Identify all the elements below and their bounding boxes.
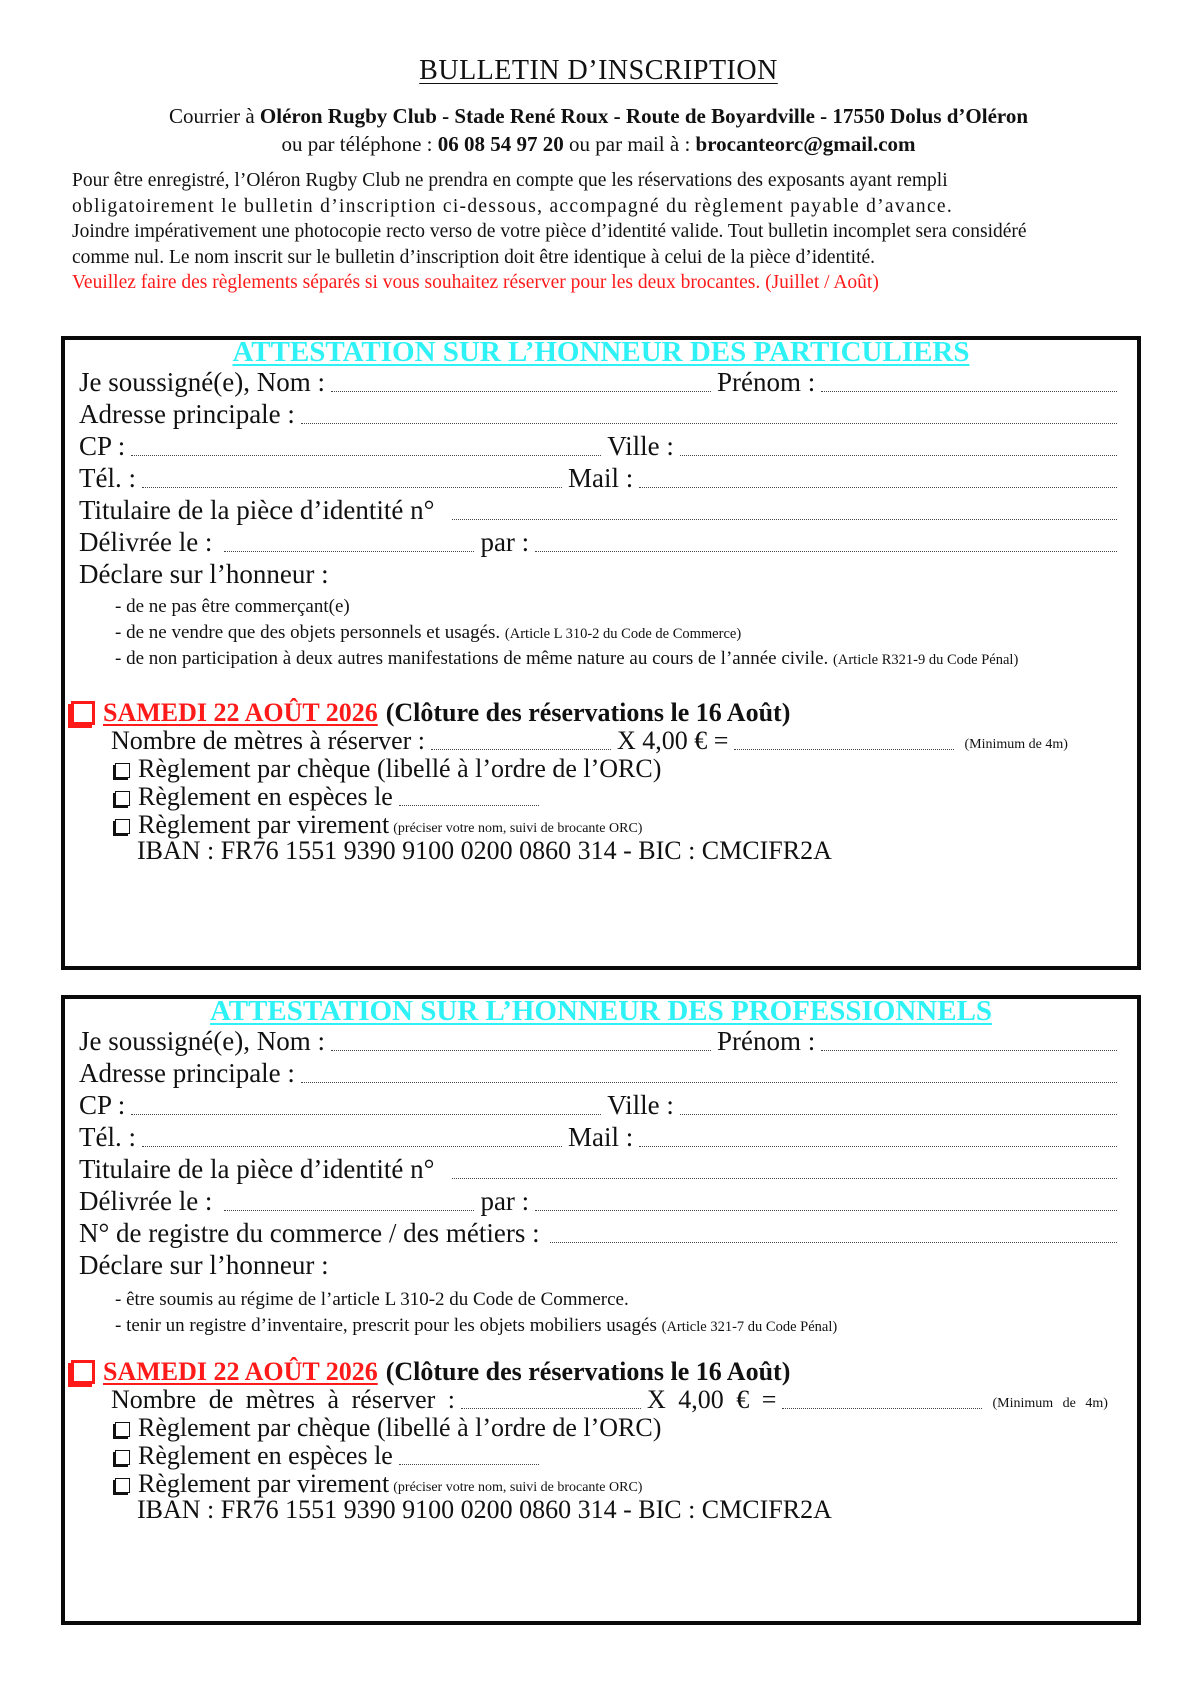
phone-number: 06 08 54 97 20 xyxy=(437,132,564,156)
par-label: par : xyxy=(480,527,530,557)
professionnels-form xyxy=(61,995,1141,1625)
minimum-note: (Minimum de 4m) xyxy=(992,1396,1108,1411)
virement-checkbox[interactable] xyxy=(115,819,130,834)
declaration-note: (Article 321-7 du Code Pénal) xyxy=(661,1319,838,1335)
tel-label: Tél. : xyxy=(79,463,136,493)
virement-label: Règlement par virement xyxy=(138,1469,390,1498)
minimum-note: (Minimum de 4m) xyxy=(964,737,1068,752)
document-title-text: BULLETIN D’INSCRIPTION xyxy=(419,55,778,86)
declare-row xyxy=(79,556,1123,590)
adresse-label: Adresse principale : xyxy=(79,399,295,429)
event-option xyxy=(67,698,790,728)
adresse-row xyxy=(79,1055,1123,1089)
cheque-checkbox[interactable] xyxy=(115,1422,130,1437)
tel-mail-row xyxy=(79,1119,1123,1153)
piece-identite-row xyxy=(79,492,1123,526)
ville-label: Ville : xyxy=(607,1090,674,1120)
event-checkbox[interactable] xyxy=(71,701,95,725)
price-label: X 4,00 € = xyxy=(617,726,729,755)
email-address[interactable]: brocanteorc@gmail.com xyxy=(695,132,916,156)
adresse-field[interactable] xyxy=(301,423,1117,424)
declare-label: Déclare sur l’honneur : xyxy=(79,559,329,589)
declare-row xyxy=(79,1247,1123,1281)
payment-cheque xyxy=(111,754,661,784)
virement-note: (préciser votre nom, suivi de brocante ORC) xyxy=(393,1480,643,1495)
delivree-row xyxy=(79,1183,1123,1217)
especes-label: Règlement en espèces le xyxy=(138,1441,393,1470)
virement-checkbox[interactable] xyxy=(115,1478,130,1493)
declaration-text: - de non participation à deux autres manifestations de même nature au cours de l’année civile. xyxy=(115,648,834,669)
nom-field[interactable] xyxy=(331,1050,711,1051)
mail-prefix: Courrier à xyxy=(168,104,260,128)
especes-date-field[interactable] xyxy=(399,805,539,806)
especes-checkbox[interactable] xyxy=(115,1450,130,1465)
club-address: Oléron Rugby Club - Stade René Roux - Route de Boyardville - 17550 Dolus d’Oléron xyxy=(259,104,1029,128)
par-label: par : xyxy=(480,1186,530,1216)
event-closing: (Clôture des réservations le 16 Août) xyxy=(385,698,791,727)
par-field[interactable] xyxy=(535,551,1117,552)
metres-row xyxy=(111,1385,1133,1415)
adresse-field[interactable] xyxy=(301,1082,1117,1083)
tel-field[interactable] xyxy=(142,487,562,488)
event-closing: (Clôture des réservations le 16 Août) xyxy=(385,1357,791,1386)
postal-address xyxy=(0,104,1197,129)
virement-label: Règlement par virement xyxy=(138,810,390,839)
ville-field[interactable] xyxy=(680,1114,1117,1115)
cp-label: CP : xyxy=(79,1090,126,1120)
declaration-item xyxy=(115,648,1018,670)
metres-field[interactable] xyxy=(461,1408,641,1409)
adresse-label: Adresse principale : xyxy=(79,1058,295,1088)
separate-payment-warning: Veuillez faire des règlements séparés si vous souhaitez réserver pour les deux brocantes. (Juillet / Août) xyxy=(72,272,879,293)
mail-field[interactable] xyxy=(639,1146,1117,1147)
cp-ville-row xyxy=(79,428,1123,462)
ville-label: Ville : xyxy=(607,431,674,461)
email-prefix: ou par mail à : xyxy=(563,132,696,156)
prenom-label: Prénom : xyxy=(716,1026,816,1056)
particuliers-title-text: ATTESTATION SUR L’HONNEUR DES PARTICULIERS xyxy=(232,336,970,368)
prenom-field[interactable] xyxy=(821,391,1117,392)
declaration-item xyxy=(115,1289,629,1311)
piece-identite-label: Titulaire de la pièce d’identité n° xyxy=(79,1154,435,1184)
metres-label: Nombre de mètres à réserver : xyxy=(111,726,426,755)
metres-label: Nombre de mètres à réserver : xyxy=(111,1385,456,1414)
professionnels-title-text: ATTESTATION SUR L’HONNEUR DES PROFESSIONNELS xyxy=(209,995,993,1027)
delivree-row xyxy=(79,524,1123,558)
delivree-field[interactable] xyxy=(224,1210,474,1211)
nom-label: Je soussigné(e), Nom : xyxy=(79,367,325,397)
event-date: SAMEDI 22 AOÛT 2026 xyxy=(103,698,378,727)
declaration-item xyxy=(115,1315,837,1337)
declaration-note: (Article L 310-2 du Code de Commerce) xyxy=(504,626,742,642)
delivree-label: Délivrée le : xyxy=(79,1186,213,1216)
cheque-checkbox[interactable] xyxy=(115,763,130,778)
declaration-text: - être soumis au régime de l’article L 310-2 du Code de Commerce. xyxy=(115,1289,629,1310)
payment-especes xyxy=(111,782,545,812)
declaration-item xyxy=(115,596,350,618)
contact-line xyxy=(0,132,1197,157)
intro-paragraph xyxy=(72,168,1120,296)
event-date: SAMEDI 22 AOÛT 2026 xyxy=(103,1357,378,1386)
registre-field[interactable] xyxy=(550,1242,1117,1243)
par-field[interactable] xyxy=(535,1210,1117,1211)
prenom-label: Prénom : xyxy=(716,367,816,397)
tel-label: Tél. : xyxy=(79,1122,136,1152)
piece-identite-row xyxy=(79,1151,1123,1185)
piece-identite-label: Titulaire de la pièce d’identité n° xyxy=(79,495,435,525)
intro-line-1: Pour être enregistré, l’Oléron Rugby Club ne prendra en compte que les réservations des exposants ayant rempli xyxy=(72,170,948,191)
declaration-note: (Article R321-9 du Code Pénal) xyxy=(833,652,1019,668)
metres-field[interactable] xyxy=(431,749,611,750)
metres-row xyxy=(111,726,1123,756)
cp-ville-row xyxy=(79,1087,1123,1121)
declaration-text: - de ne vendre que des objets personnels et usagés. xyxy=(115,622,505,643)
declaration-item xyxy=(115,622,741,644)
mail-field[interactable] xyxy=(639,487,1117,488)
tel-field[interactable] xyxy=(142,1146,562,1147)
cp-field[interactable] xyxy=(131,1114,601,1115)
total-field[interactable] xyxy=(734,749,954,750)
intro-line-3: Joindre impérativement une photocopie recto verso de votre pièce d’identité valide. Tout bulletin incomplet sera considéré xyxy=(72,221,1027,242)
adresse-row xyxy=(79,396,1123,430)
phone-prefix: ou par téléphone : xyxy=(281,132,438,156)
intro-line-2: obligatoirement le bulletin d’inscription ci-dessous, accompagné du règlement payable d’avance. xyxy=(72,195,954,217)
payment-cheque xyxy=(111,1413,661,1443)
mail-label: Mail : xyxy=(567,463,634,493)
especes-checkbox[interactable] xyxy=(115,791,130,806)
virement-note: (préciser votre nom, suivi de brocante ORC) xyxy=(393,821,643,836)
nom-prenom-row xyxy=(79,1023,1123,1057)
cp-label: CP : xyxy=(79,431,126,461)
delivree-label: Délivrée le : xyxy=(79,527,213,557)
cheque-label: Règlement par chèque (libellé à l’ordre de l’ORC) xyxy=(138,754,662,783)
intro-line-4: comme nul. Le nom inscrit sur le bulletin d’inscription doit être identique à celui de la pièce d’identité. xyxy=(72,246,876,268)
declaration-text: - tenir un registre d’inventaire, prescrit pour les objets mobiliers usagés xyxy=(115,1315,662,1336)
cp-field[interactable] xyxy=(131,455,601,456)
tel-mail-row xyxy=(79,460,1123,494)
especes-date-field[interactable] xyxy=(399,1464,539,1465)
ville-field[interactable] xyxy=(680,455,1117,456)
registre-label: N° de registre du commerce / des métiers : xyxy=(79,1218,540,1248)
registre-row xyxy=(79,1215,1123,1249)
prenom-field[interactable] xyxy=(821,1050,1117,1051)
nom-prenom-row xyxy=(79,364,1123,398)
total-field[interactable] xyxy=(782,1408,982,1409)
nom-label: Je soussigné(e), Nom : xyxy=(79,1026,325,1056)
piece-identite-field[interactable] xyxy=(452,519,1117,520)
declaration-text: - de ne pas être commerçant(e) xyxy=(115,596,350,617)
event-checkbox[interactable] xyxy=(71,1360,95,1384)
price-label: X 4,00 € = xyxy=(647,1385,777,1414)
event-option xyxy=(67,1357,790,1387)
iban-bic: IBAN : FR76 1551 9390 9100 0200 0860 314 - BIC : CMCIFR2A xyxy=(137,836,832,865)
iban-bic: IBAN : FR76 1551 9390 9100 0200 0860 314 - BIC : CMCIFR2A xyxy=(137,1495,832,1524)
especes-label: Règlement en espèces le xyxy=(138,782,393,811)
nom-field[interactable] xyxy=(331,391,711,392)
declare-label: Déclare sur l’honneur : xyxy=(79,1250,329,1280)
payment-especes xyxy=(111,1441,545,1471)
delivree-field[interactable] xyxy=(224,551,474,552)
mail-label: Mail : xyxy=(567,1122,634,1152)
document-title xyxy=(0,55,1197,87)
piece-identite-field[interactable] xyxy=(452,1178,1117,1179)
particuliers-form xyxy=(61,336,1141,970)
cheque-label: Règlement par chèque (libellé à l’ordre de l’ORC) xyxy=(138,1413,662,1442)
